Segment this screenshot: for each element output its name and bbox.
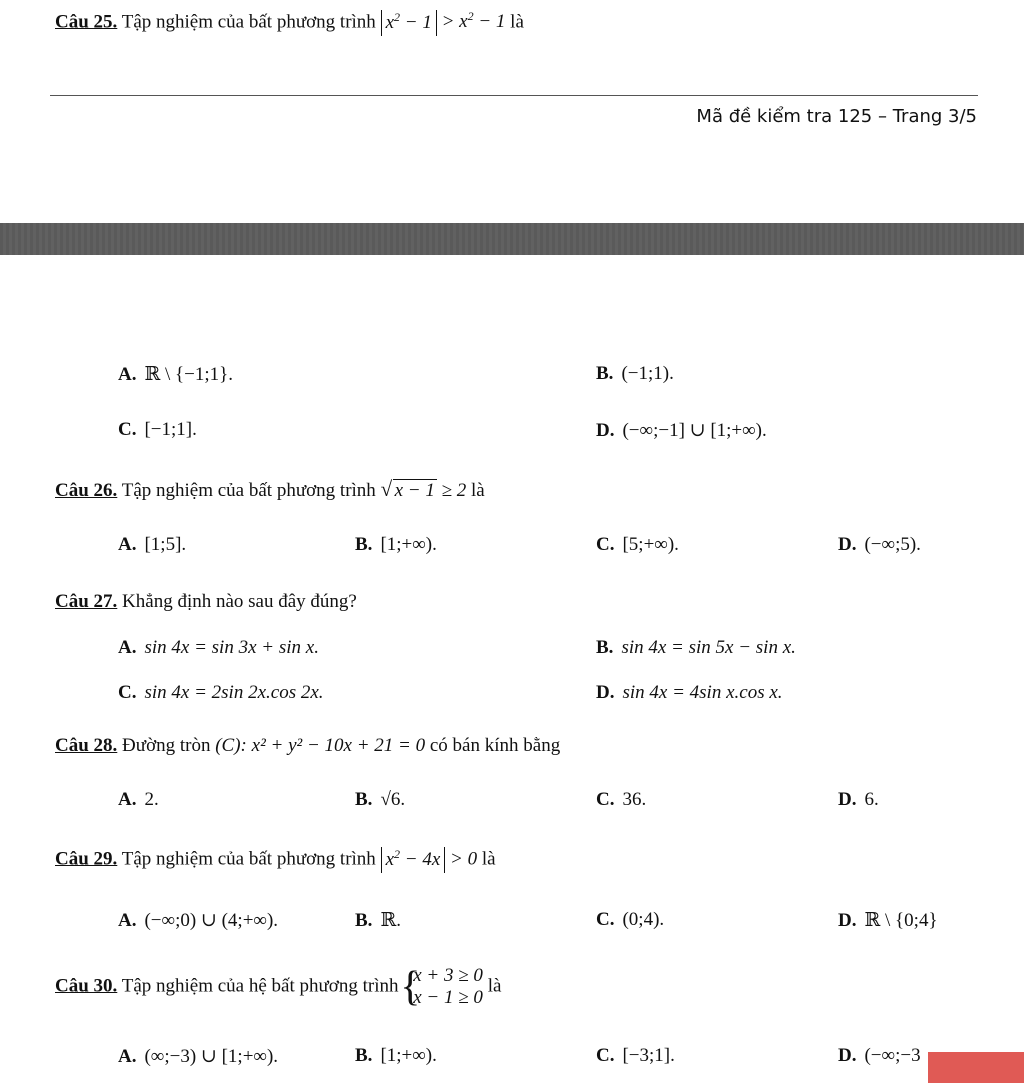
question-label: Câu 26. [55,480,118,501]
question-text: Tập nghiệm của bất phương trình [121,480,376,501]
question-label: Câu 27. [55,591,118,612]
question-text: Khẳng định nào sau đây đúng? [122,591,357,612]
absolute-value-expression: $x^2 - 4x$ [381,847,446,873]
q29-option-c[interactable]: C. (0;4). [596,909,665,930]
question-29-stem [55,847,496,873]
absolute-value-expression: $x^2 - 1$ [381,10,437,36]
question-label: Câu 29. [55,848,118,870]
q29-option-b[interactable]: B. ℝ. [355,910,401,931]
question-text: Tập nghiệm của bất phương trình [121,11,376,33]
page-footer: Mã đề kiểm tra 125 – Trang 3/5 [696,106,977,127]
question-suffix: là [471,480,485,501]
q30-option-a[interactable]: A. (∞;−3) ∪ [1;+∞). [118,1046,279,1067]
q25-option-b[interactable]: B. (−1;1). [596,363,674,384]
q28-option-c[interactable]: C. 36. [596,789,647,810]
q28-option-d[interactable]: D. 6. [838,789,879,810]
inequality-system [403,965,483,1009]
q30-option-b[interactable]: B. [1;+∞). [355,1045,437,1066]
q26-option-c[interactable]: C. [5;+∞). [596,534,679,555]
q25-option-d[interactable]: D. (−∞;−1] ∪ [1;+∞). [596,420,767,441]
system-line-2: x − 1 ≥ 0 [413,987,483,1008]
q26-option-d[interactable]: D. (−∞;5). [838,534,921,555]
circle-equation: (C): x² + y² − 10x + 21 = 0 [215,735,426,756]
page-divider [50,95,978,96]
inequality-rhs: > 0 [450,848,478,870]
q27-option-c[interactable]: C. sin 4x = 2sin 2x.cos 2x. [118,682,324,703]
inequality-rhs: > $x^2 - 1$ [441,9,506,33]
question-suffix: là [481,848,496,870]
system-line-1: { x + 3 ≥ 0 [413,965,483,986]
q25-option-c[interactable]: C. [−1;1]. [118,419,197,440]
question-25-stem [55,10,524,36]
question-label: Câu 28. [55,735,118,756]
question-text: Đường tròn [122,735,211,756]
question-text: Tập nghiệm của hệ bất phương trình [121,975,399,997]
q28-option-b[interactable]: B. √6. [355,789,406,810]
inequality-rhs: ≥ 2 [441,480,467,501]
question-label: Câu 25. [55,11,118,33]
q30-option-c[interactable]: C. [−3;1]. [596,1045,675,1066]
question-27-stem [55,591,357,613]
red-overlay-box [928,1052,1024,1083]
question-28-stem [55,735,560,757]
q29-option-d[interactable]: D. ℝ \ {0;4} [838,910,938,931]
question-26-stem [55,480,485,502]
question-label: Câu 30. [55,975,118,997]
page-break-band [0,223,1024,255]
q27-option-a[interactable]: A. sin 4x = sin 3x + sin x. [118,637,319,658]
question-suffix: là [510,11,524,33]
question-suffix: là [487,975,502,997]
question-text: Tập nghiệm của bất phương trình [121,848,376,870]
q30-option-d[interactable]: D. (−∞;−3 [838,1045,921,1066]
square-root-expression: √ x − 1 [381,480,437,502]
q25-option-a[interactable]: A. ℝ \ {−1;1}. [118,364,234,385]
q27-option-d[interactable]: D. sin 4x = 4sin x.cos x. [596,682,783,703]
q29-option-a[interactable]: A. (−∞;0) ∪ (4;+∞). [118,910,279,931]
q28-option-a[interactable]: A. 2. [118,789,159,810]
question-30-stem [55,965,501,1009]
q26-option-b[interactable]: B. [1;+∞). [355,534,437,555]
q27-option-b[interactable]: B. sin 4x = sin 5x − sin x. [596,637,796,658]
question-suffix: có bán kính bằng [429,735,561,756]
q26-option-a[interactable]: A. [1;5]. [118,534,187,555]
